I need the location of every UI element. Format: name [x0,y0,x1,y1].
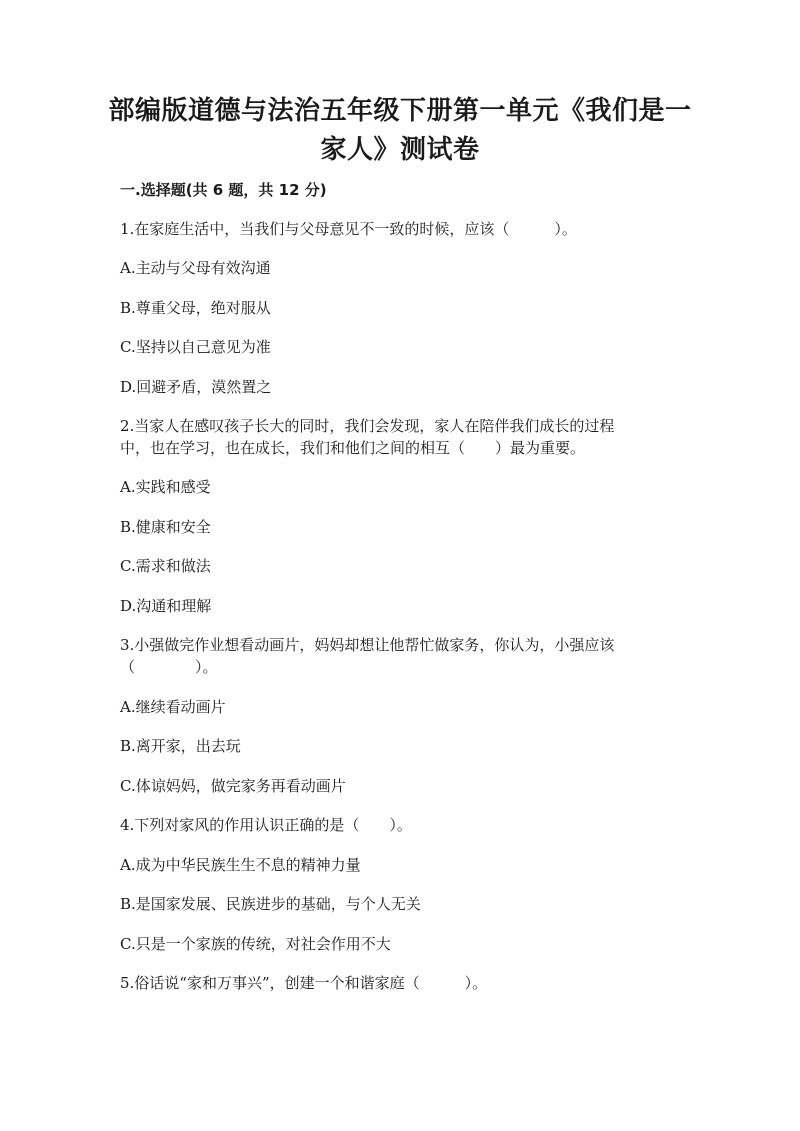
question-2-option-a[interactable]: A.实践和感受 [120,478,211,496]
question-3-option-a[interactable]: A.继续看动画片 [120,698,226,716]
question-1-option-a[interactable]: A.主动与父母有效沟通 [120,259,271,277]
question-1-option-d[interactable]: D.回避矛盾，漠然置之 [120,378,272,396]
question-1-option-c[interactable]: C.坚持以自己意见为准 [120,338,271,356]
question-4-option-a[interactable]: A.成为中华民族生生不息的精神力量 [120,856,361,874]
question-3-stem-line-2: （ ）。 [120,658,218,676]
question-2-option-c[interactable]: C.需求和做法 [120,557,211,575]
question-3-option-b[interactable]: B.离开家，出去玩 [120,737,241,755]
question-4-stem: 4.下列对家风的作用认识正确的是（ ）。 [120,816,412,834]
question-2-stem-line-2: 中，也在学习，也在成长，我们和他们之间的相互（ ）最为重要。 [120,439,586,457]
question-5-stem: 5.俗话说“家和万事兴”，创建一个和谐家庭（ ）。 [120,974,488,992]
question-4-option-c[interactable]: C.只是一个家族的传统，对社会作用不大 [120,935,391,953]
question-1-option-b[interactable]: B.尊重父母，绝对服从 [120,299,271,317]
question-4-option-b[interactable]: B.是国家发展、民族进步的基础，与个人无关 [120,895,421,913]
question-2-option-b[interactable]: B.健康和安全 [120,518,211,536]
question-1-stem: 1.在家庭生活中，当我们与父母意见不一致的时候，应该（ ）。 [120,220,577,238]
question-2-option-d[interactable]: D.沟通和理解 [120,597,212,615]
page-title [100,92,700,170]
question-3-stem-line-1: 3.小强做完作业想看动画片，妈妈却想让他帮忙做家务，你认为，小强应该 [120,636,615,654]
page-title-line-2: 家人》测试卷 [320,135,480,165]
section-heading: 一.选择题(共 6 题，共 12 分) [120,181,327,199]
question-3-option-c[interactable]: C.体谅妈妈，做完家务再看动画片 [120,777,346,795]
question-2-stem-line-1: 2.当家人在感叹孩子长大的同时，我们会发现，家人在陪伴我们成长的过程 [120,417,615,435]
page-title-line-1: 部编版道德与法治五年级下册第一单元《我们是一 [108,96,692,126]
